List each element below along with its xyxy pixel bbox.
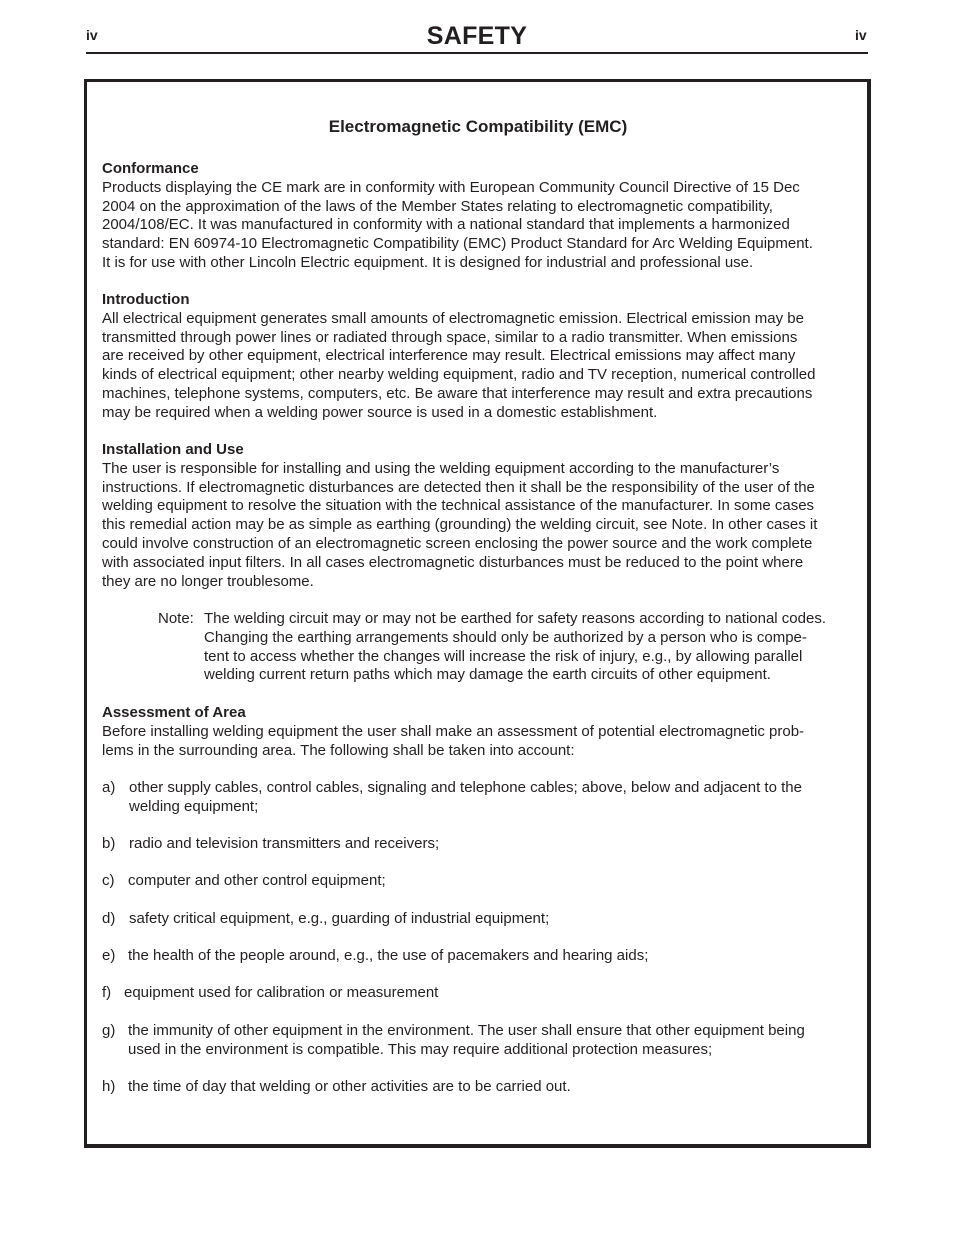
installation-line: this remedial action may be as simple as earthing (grounding) the welding circuit, see Note. In other cases it bbox=[102, 516, 818, 534]
list-item bbox=[102, 872, 854, 891]
conformance-heading: Conformance bbox=[102, 160, 199, 177]
installation-line: instructions. If electromagnetic disturbances are detected then it shall be the responsibility of the user of the bbox=[102, 478, 815, 496]
list-item bbox=[102, 1078, 854, 1097]
conformance-line: standard: EN 60974-10 Electromagnetic Compatibility (EMC) Product Standard for Arc Welding Equipment. bbox=[102, 235, 813, 253]
installation-line: The user is responsible for installing and using the welding equipment according to the manufacturer’s bbox=[102, 459, 780, 477]
note-block bbox=[158, 610, 858, 685]
list-item bbox=[102, 835, 854, 854]
list-item-line: computer and other control equipment; bbox=[128, 872, 386, 889]
note-line: welding current return paths which may damage the earth circuits of other equipment. bbox=[204, 666, 771, 684]
installation-line: they are no longer troublesome. bbox=[102, 572, 314, 590]
note-label: Note: bbox=[158, 610, 194, 627]
list-item-line: equipment used for calibration or measurement bbox=[124, 984, 439, 1001]
header-divider bbox=[86, 52, 868, 54]
list-item bbox=[102, 1022, 854, 1060]
list-item bbox=[102, 910, 854, 929]
assessment-heading: Assessment of Area bbox=[102, 704, 246, 721]
note-line: Changing the earthing arrangements should only be authorized by a person who is compe- bbox=[204, 628, 807, 646]
list-letter: f) bbox=[102, 984, 112, 1001]
list-letter: d) bbox=[102, 910, 116, 927]
installation-line: with associated input filters. In all cases electromagnetic disturbances must be reduced to the point where bbox=[102, 553, 804, 571]
note-line: The welding circuit may or may not be earthed for safety reasons according to national codes. bbox=[204, 610, 826, 627]
conformance-section bbox=[102, 160, 854, 273]
note-line: tent to access whether the changes will increase the risk of injury, e.g., by allowing parallel bbox=[204, 647, 803, 665]
list-letter: h) bbox=[102, 1078, 116, 1095]
page-number-right: iv bbox=[855, 27, 867, 43]
introduction-line: kinds of electrical equipment; other nearby welding equipment, radio and TV reception, numerical controlled bbox=[102, 366, 816, 384]
emc-title: Electromagnetic Compatibility (EMC) bbox=[328, 117, 628, 136]
introduction-heading: Introduction bbox=[102, 291, 190, 308]
conformance-line: 2004/108/EC. It was manufactured in conformity with a national standard that implements a harmonized bbox=[102, 216, 790, 234]
list-item-line: welding equipment; bbox=[129, 797, 259, 815]
list-item bbox=[102, 984, 854, 1003]
introduction-line: All electrical equipment generates small amounts of electromagnetic emission. Electrical emission may be bbox=[102, 309, 804, 327]
list-item-line: the time of day that welding or other activities are to be carried out. bbox=[128, 1078, 571, 1095]
emc-box bbox=[84, 79, 871, 1148]
list-letter: g) bbox=[102, 1022, 116, 1039]
list-item bbox=[102, 947, 854, 966]
list-letter: e) bbox=[102, 947, 116, 964]
list-item-line: the health of the people around, e.g., the use of pacemakers and hearing aids; bbox=[128, 947, 649, 964]
list-letter: b) bbox=[102, 835, 116, 852]
list-letter: c) bbox=[102, 872, 115, 889]
introduction-line: may be required when a welding power source is used in a domestic establishment. bbox=[102, 403, 658, 421]
conformance-line: 2004 on the approximation of the laws of the Member States relating to electromagnetic compatibility, bbox=[102, 197, 773, 215]
list-item-line: radio and television transmitters and receivers; bbox=[129, 835, 440, 852]
list-item-line: used in the environment is compatible. This may require additional protection measures; bbox=[128, 1040, 713, 1058]
conformance-line: It is for use with other Lincoln Electric equipment. It is designed for industrial and professional use. bbox=[102, 253, 754, 271]
page-number-left: iv bbox=[86, 27, 98, 43]
assessment-section bbox=[102, 704, 854, 760]
list-item-line: other supply cables, control cables, signaling and telephone cables; above, below and adjacent to the bbox=[129, 779, 802, 796]
list-item-line: safety critical equipment, e.g., guarding of industrial equipment; bbox=[129, 910, 550, 927]
page-title: SAFETY bbox=[426, 22, 528, 50]
list-item bbox=[102, 779, 854, 817]
list-letter: a) bbox=[102, 779, 116, 796]
installation-line: welding equipment to resolve the situation with the technical assistance of the manufacturer. In some cases bbox=[102, 497, 815, 515]
introduction-line: transmitted through power lines or radiated through space, similar to a radio transmitter. When emissions bbox=[102, 328, 798, 346]
introduction-line: machines, telephone systems, computers, etc. Be aware that interference may result and extra precautions bbox=[102, 384, 813, 402]
assessment-line: Before installing welding equipment the user shall make an assessment of potential electromagnetic prob- bbox=[102, 722, 805, 740]
installation-section bbox=[102, 441, 854, 591]
list-item-line: the immunity of other equipment in the environment. The user shall ensure that other equipment being bbox=[128, 1022, 805, 1039]
introduction-section bbox=[102, 291, 854, 423]
installation-heading: Installation and Use bbox=[102, 441, 244, 458]
conformance-line: Products displaying the CE mark are in conformity with European Community Council Directive of 15 Dec bbox=[102, 178, 800, 196]
installation-line: could involve construction of an electromagnetic screen enclosing the power source and the work complete bbox=[102, 534, 813, 552]
introduction-line: are received by other equipment, electrical interference may result. Electrical emissions may affect many bbox=[102, 347, 796, 365]
assessment-line: lems in the surrounding area. The following shall be taken into account: bbox=[102, 741, 575, 759]
